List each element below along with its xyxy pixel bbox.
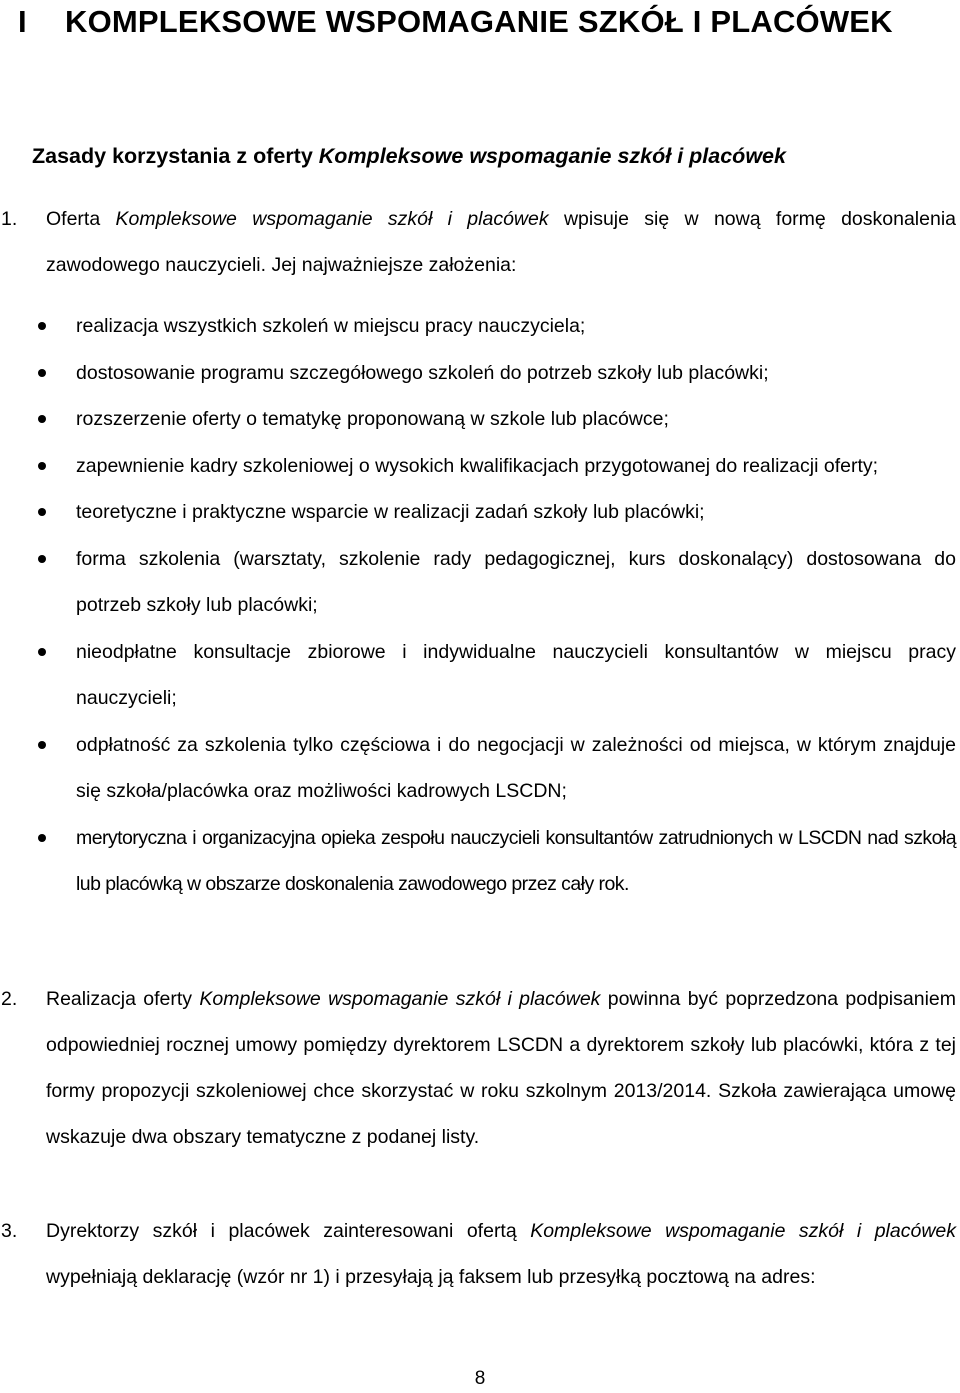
page-number: 8 bbox=[474, 1368, 486, 1389]
section-title bbox=[32, 141, 786, 171]
bullet-text: nieodpłatne konsultacje zbiorowe i indywidualne nauczycieli konsultantów w miejscu pracy nauczycieli; bbox=[76, 640, 956, 709]
item-text-italic: Kompleksowe wspomaganie szkół i placówek bbox=[530, 1220, 956, 1242]
bullet-item bbox=[0, 350, 960, 397]
item-text-italic: Kompleksowe wspomaganie szkół i placówek bbox=[115, 208, 549, 230]
list-item-text bbox=[46, 1208, 956, 1300]
bullet-item bbox=[0, 443, 960, 490]
bullet-icon bbox=[38, 648, 46, 656]
chapter-title-text: KOMPLEKSOWE WSPOMAGANIE SZKÓŁ I PLACÓWEK bbox=[65, 4, 893, 39]
item-text-after: powinna być poprzedzona podpisaniem odpowiedniej rocznej umowy pomiędzy dyrektorem LSCDN a dyrektorem szkoły lub placówki, która z tej formy propozycji szkoleniowej chce skorzystać w roku szkolnym 2013/2014. Szkoła zawierająca umowę wskazuje dwa obszary tematyczne z podanej listy. bbox=[46, 988, 957, 1148]
bullet-text: rozszerzenie oferty o tematykę proponowaną w szkole lub placówce; bbox=[76, 408, 669, 430]
bullet-text: teoretyczne i praktyczne wsparcie w realizacji zadań szkoły lub placówki; bbox=[76, 501, 705, 523]
bullet-text: zapewnienie kadry szkoleniowej o wysokich kwalifikacjach przygotowanej do realizacji oferty; bbox=[76, 454, 879, 477]
item-text-after: wpisuje się w nową formę doskonalenia zawodowego nauczycieli. Jej najważniejsze założenia: bbox=[46, 208, 957, 276]
bullet-icon bbox=[38, 555, 46, 563]
bullet-icon bbox=[38, 462, 46, 470]
item-text-after: wypełniają deklarację (wzór nr 1) i przesyłają ją faksem lub przesyłką pocztową na adres: bbox=[46, 1266, 816, 1288]
bullet-icon bbox=[38, 369, 46, 377]
bullet-text: realizacja wszystkich szkoleń w miejscu pracy nauczyciela; bbox=[76, 315, 586, 337]
list-item-text bbox=[46, 976, 956, 1160]
bullet-list bbox=[0, 303, 960, 908]
bullet-item bbox=[0, 396, 960, 443]
bullet-text: dostosowanie programu szczegółowego szkoleń do potrzeb szkoły lub placówki; bbox=[76, 361, 769, 384]
bullet-icon bbox=[38, 741, 46, 749]
item-text-italic: Kompleksowe wspomaganie szkół i placówek bbox=[199, 988, 601, 1010]
chapter-title bbox=[18, 2, 893, 42]
chapter-number: I bbox=[18, 4, 27, 39]
bullet-icon bbox=[38, 415, 46, 423]
list-item-number: 2. bbox=[1, 988, 18, 1010]
section-title-prefix: Zasady korzystania z oferty bbox=[32, 144, 319, 168]
bullet-item bbox=[0, 536, 960, 629]
list-item-number: 1. bbox=[1, 208, 18, 230]
item-text-before: Realizacja oferty bbox=[46, 988, 200, 1010]
bullet-icon bbox=[38, 322, 46, 330]
bullet-icon bbox=[38, 834, 46, 842]
item-text-before: Oferta bbox=[46, 208, 116, 230]
bullet-item bbox=[0, 722, 960, 815]
bullet-text: forma szkolenia (warsztaty, szkolenie rady pedagogicznej, kurs doskonalący) dostosowana do potrzeb szkoły lub placówki; bbox=[76, 547, 956, 616]
bullet-item bbox=[0, 303, 960, 350]
bullet-text: odpłatność za szkolenia tylko częściowa i do negocjacji w zależności od miejsca, w którym znajduje się szkoła/placówka oraz możliwości kadrowych LSCDN; bbox=[76, 733, 956, 802]
bullet-item bbox=[0, 629, 960, 722]
section-title-italic: Kompleksowe wspomaganie szkół i placówek bbox=[318, 144, 786, 168]
bullet-text: merytoryczna i organizacyjna opieka zespołu nauczycieli konsultantów zatrudnionych w LSCDN nad szkołą lub placówką w obszarze doskonalenia zawodowego przez cały rok. bbox=[76, 826, 956, 895]
list-item-text bbox=[46, 196, 956, 288]
bullet-icon bbox=[38, 508, 46, 516]
item-text-before: Dyrektorzy szkół i placówek zainteresowani ofertą bbox=[46, 1220, 531, 1242]
list-item-number: 3. bbox=[1, 1220, 18, 1242]
bullet-item bbox=[0, 489, 960, 536]
bullet-item bbox=[0, 815, 960, 908]
